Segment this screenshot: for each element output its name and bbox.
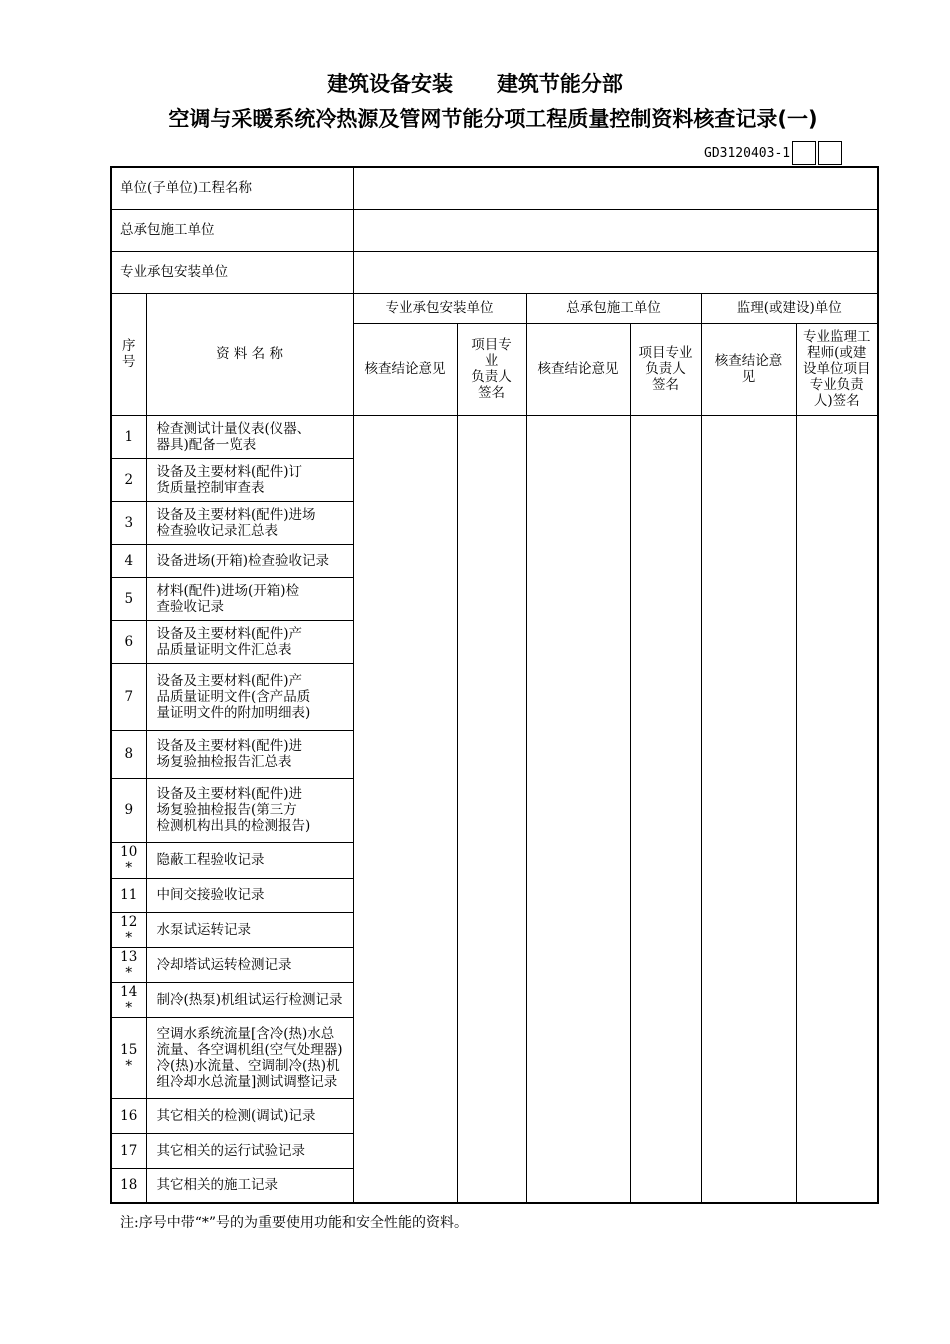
item-number: 5 [111, 577, 146, 620]
item-name: 其它相关的施工记录 [146, 1168, 353, 1203]
item-number: 4 [111, 544, 146, 577]
header-g1-sign: 项目专 业 负责人 签名 [457, 323, 526, 415]
cell-g3-sign[interactable] [796, 415, 878, 1203]
item-name: 水泵试运转记录 [146, 912, 353, 947]
item-number: 6 [111, 620, 146, 663]
item-name: 设备及主要材料(配件)产 品质量证明文件汇总表 [146, 620, 353, 663]
code-box-1[interactable] [792, 141, 816, 165]
cell-g1-sign[interactable] [457, 415, 526, 1203]
item-number: 9 [111, 778, 146, 842]
title-line-1 [0, 68, 950, 98]
info-label: 单位(子单位)工程名称 [111, 167, 353, 209]
item-name: 设备进场(开箱)检查验收记录 [146, 544, 353, 577]
cell-g2-opinion[interactable] [526, 415, 630, 1203]
item-number: 17 [111, 1133, 146, 1168]
form-code-text: GD3120403-1 [704, 145, 791, 161]
item-name: 其它相关的运行试验记录 [146, 1133, 353, 1168]
title-part-b: 建筑节能分部 [496, 72, 623, 96]
item-name: 其它相关的检测(调试)记录 [146, 1098, 353, 1133]
form-code [704, 141, 842, 165]
header-group-supervisor: 监理(或建设)单位 [701, 293, 878, 323]
record-table [110, 166, 879, 1204]
item-number: 11 [111, 878, 146, 912]
item-name: 设备及主要材料(配件)进场 检查验收记录汇总表 [146, 501, 353, 544]
header-g3-opinion: 核查结论意 见 [701, 323, 796, 415]
item-name: 设备及主要材料(配件)产 品质量证明文件(含产品质 量证明文件的附加明细表) [146, 663, 353, 730]
item-number: 13 * [111, 947, 146, 982]
cell-g2-sign[interactable] [630, 415, 701, 1203]
header-group-contractor: 总承包施工单位 [526, 293, 701, 323]
title-line-2: 空调与采暖系统冷热源及管网节能分项工程质量控制资料核查记录(一) [168, 107, 818, 131]
item-number: 15 * [111, 1017, 146, 1098]
code-box-2[interactable] [818, 141, 842, 165]
header-g2-sign: 项目专业 负责人 签名 [630, 323, 701, 415]
item-name: 隐蔽工程验收记录 [146, 842, 353, 878]
item-number: 8 [111, 730, 146, 778]
item-name: 设备及主要材料(配件)进 场复验抽检报告汇总表 [146, 730, 353, 778]
item-number: 18 [111, 1168, 146, 1203]
cell-g1-opinion[interactable] [353, 415, 457, 1203]
info-value-general-contractor[interactable] [353, 209, 878, 251]
item-name: 冷却塔试运转检测记录 [146, 947, 353, 982]
header-seq: 序 号 [111, 293, 146, 415]
table-row [111, 415, 878, 458]
cell-g3-opinion[interactable] [701, 415, 796, 1203]
item-number: 7 [111, 663, 146, 730]
info-label: 专业承包安装单位 [111, 251, 353, 293]
header-g3-sign: 专业监理工 程师(或建 设单位项目 专业负责 人)签名 [796, 323, 878, 415]
header-group-installer: 专业承包安装单位 [353, 293, 526, 323]
item-name: 检查测试计量仪表(仪器、 器具)配备一览表 [146, 415, 353, 458]
item-name: 材料(配件)进场(开箱)检 查验收记录 [146, 577, 353, 620]
item-number: 3 [111, 501, 146, 544]
item-name: 制冷(热泵)机组试运行检测记录 [146, 982, 353, 1017]
item-name: 设备及主要材料(配件)进 场复验抽检报告(第三方 检测机构出具的检测报告) [146, 778, 353, 842]
item-number: 14 * [111, 982, 146, 1017]
item-name: 设备及主要材料(配件)订 货质量控制审查表 [146, 458, 353, 501]
item-name: 空调水系统流量[含冷(热)水总 流量、各空调机组(空气处理器) 冷(热)水流量、空调制冷(热)机 组冷却水总流量]测试调整记录 [146, 1017, 353, 1098]
item-name: 中间交接验收记录 [146, 878, 353, 912]
item-number: 12 * [111, 912, 146, 947]
info-label: 总承包施工单位 [111, 209, 353, 251]
item-number: 16 [111, 1098, 146, 1133]
footnote: 注:序号中带“*”号的为重要使用功能和安全性能的资料。 [120, 1215, 469, 1231]
header-g2-opinion: 核查结论意见 [526, 323, 630, 415]
title-part-a: 建筑设备安装 [327, 72, 454, 96]
info-value-installer[interactable] [353, 251, 878, 293]
item-number: 2 [111, 458, 146, 501]
header-g1-opinion: 核查结论意见 [353, 323, 457, 415]
item-number: 1 [111, 415, 146, 458]
info-value-project[interactable] [353, 167, 878, 209]
item-number: 10 * [111, 842, 146, 878]
header-name: 资 料 名 称 [146, 293, 353, 415]
